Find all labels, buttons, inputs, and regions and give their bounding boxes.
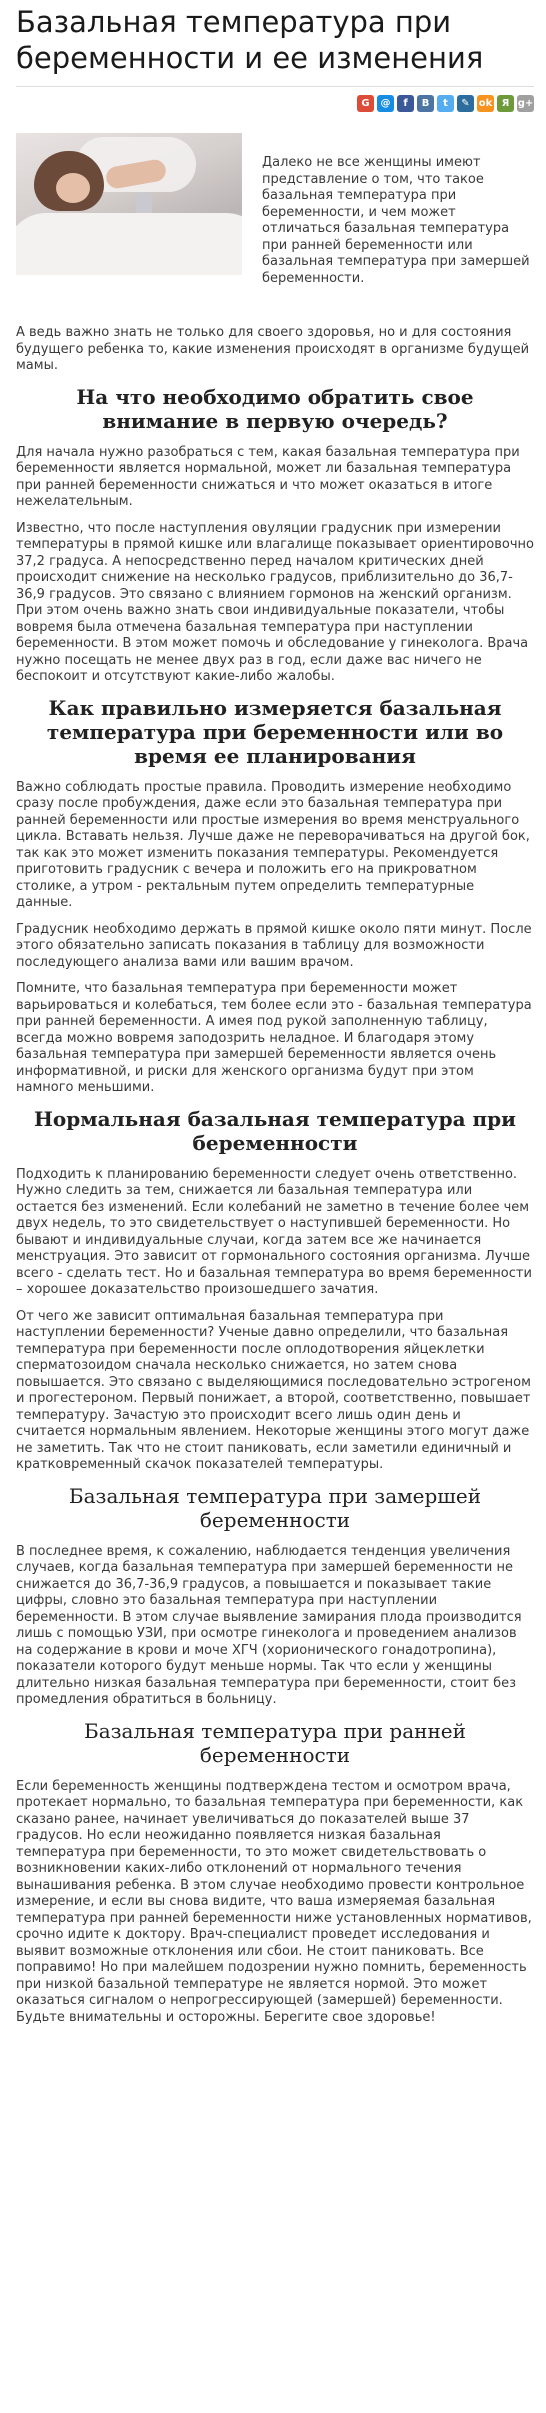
paragraph: Помните, что базальная температура при беременности может варьироваться и колебаться, тем более если это - базальная температура при ранней беременности. А имея под рукой заполненную таблицу, всегда можно вовремя заподозрить неладное. И благодаря этому базальная температура при замершей беременности является очень информативной, и риски для женского организма будут при этом намного меньшими. [16,981,532,1095]
odnoklassniki-icon[interactable]: ok [477,95,494,112]
share-bar [16,95,534,113]
section-heading: Базальная температура при замершей беременности [68,1483,482,1532]
section-heading: На что необходимо обратить свое внимание в первую очередь? [76,384,474,433]
intro-block [16,133,534,297]
paragraph: Важно соблюдать простые правила. Проводить измерение необходимо сразу после пробуждения, даже если это базальная температура при ранней беременности или простые измерения во время менструального цикла. Вставать нельзя. Лучше даже не переворачиваться на другой бок, так как это может изменить показания температуры. Рекомендуется приготовить градусник с вечера и положить его на прикроватном столике, а утром - ректальным путем определить температурные данные. [16,779,530,910]
article-photo [16,133,242,275]
divider [16,86,534,87]
livejournal-icon[interactable]: ✎ [457,95,474,112]
section-heading: Нормальная базальная температура при беременности [34,1106,516,1155]
section-heading: Базальная температура при ранней беременности [84,1718,466,1767]
paragraph: А ведь важно знать не только для своего здоровья, но и для состояния будущего ребенка то, какие изменения происходят в организме будущей мамы. [16,325,530,373]
google-icon[interactable]: G [357,95,374,112]
page-title: Базальная температура при беременности и ее изменения [16,5,484,75]
mail-ru-icon[interactable]: @ [377,95,394,112]
paragraph: В последнее время, к сожалению, наблюдается тенденция увеличения случаев, когда базальная температура при замершей беременности не снижается до 36,7-36,9 градусов, а повышается и показывает такие цифры, словно это базальная температура при наступлении беременности. В этом случае выявление замирания плода производится лишь с помощью УЗИ, при осмотре гинеколога и проведением анализов на содержание в крови и моче ХГЧ (хорионического гонадотропина), показатели которого будут меньше нормы. Так что если у женщины длительно низкая базальная температура при беременности, стоит без промедления обратиться в больницу. [16,1543,522,1707]
paragraph: Известно, что после наступления овуляции градусник при измерении температуры в прямой кишке или влагалище показывает ориентировочно 37,2 градуса. А непосредственно перед началом критических дней происходит снижение на несколько градусов, приблизительно до 36,7-36,9 градусов. Это связано с влиянием гормонов на женский организм. При этом очень важно знать свои индивидуальные показатели, чтобы вовремя была отмечена базальная температура при наступлении беременности. В этом может помочь и обследование у гинеколога. Врача нужно посещать не менее двух раз в год, если даже вас ничего не беспокоит и отсутствуют какие-либо жалобы. [16,520,535,684]
google-plus-icon[interactable]: g+ [517,95,534,112]
paragraph: Градусник необходимо держать в прямой кишке около пяти минут. После этого обязательно записать показания в таблицу для возможности последующего анализа вами или вашим врачом. [16,921,532,970]
paragraph: Подходить к планированию беременности следует очень ответственно. Нужно следить за тем, снижается ли базальная температура или остается без изменений. Если колебаний не заметно в течение более чем двух недель, то это свидетельствует о наступившей беременности. Но бывают и индивидуальные случаи, когда затем все же начинается менструация. Это зависит от гормонального состояния организма. Лучше всего - сделать тест. Но и базальная температура во время беременности – хорошее доказательство произошедшего зачатия. [16,1166,532,1297]
vkontakte-icon[interactable]: B [417,95,434,112]
facebook-icon[interactable]: f [397,95,414,112]
section-heading: Как правильно измеряется базальная температура при беременности или во время ее планирования [46,695,504,768]
intro-text: Далеко не все женщины имеют представление о том, что такое базальная температура при беременности, и чем может отличаться базальная температура при ранней беременности или базальная температура при замершей беременности. [262,155,530,286]
twitter-icon[interactable]: t [437,95,454,112]
paragraph: Если беременность женщины подтверждена тестом и осмотром врача, протекает нормально, то базальная температура при беременности, как сказано ранее, начинает увеличиваться до показателей выше 37 градусов. Но если неожиданно появляется низкая базальная температура при беременности, то это может свидетельствовать о возникновении каких-либо отклонений от нормального течения вынашивания ребенка. В этом случае необходимо провести контрольное измерение, и если вы снова видите, что ваша измеряемая базальная температура при ранней беременности ниже установленных нормативов, срочно идите к доктору. Врач-специалист проведет исследования и выявит возможные отклонения или сбои. Не стоит паниковать. Все поправимо! Но при малейшем подозрении нужно помнить, беременность при низкой базальной температуре не является нормой. Это может оказаться сигналом о непрогрессирующей (замершей) беременности. Будьте внимательны и осторожны. Берегите свое здоровье! [16,1778,532,2025]
paragraph: Для начала нужно разобраться с тем, какая базальная температура при беременности является нормальной, может ли базальная температура при ранней беременности снижаться и что может оказаться в итоге нежелательным. [16,444,520,509]
paragraph: От чего же зависит оптимальная базальная температура при наступлении беременности? Ученые давно определили, что базальная температура при беременности после оплодотворения яйцеклетки сперматозоидом сначала несколько снижается, но затем снова повышается. Это связано с выделяющимися последовательно эстрогеном и прогестероном. Первый понижает, а второй, соответственно, повышает температуру. Зачастую это происходит всего лишь один день и считается нормальным явлением. Некоторые женщины этого могут даже не заметить. Так что не стоит паниковать, если заметили единичный и кратковременный скачок показателей температуры. [16,1308,531,1472]
yandex-icon[interactable]: Я [497,95,514,112]
